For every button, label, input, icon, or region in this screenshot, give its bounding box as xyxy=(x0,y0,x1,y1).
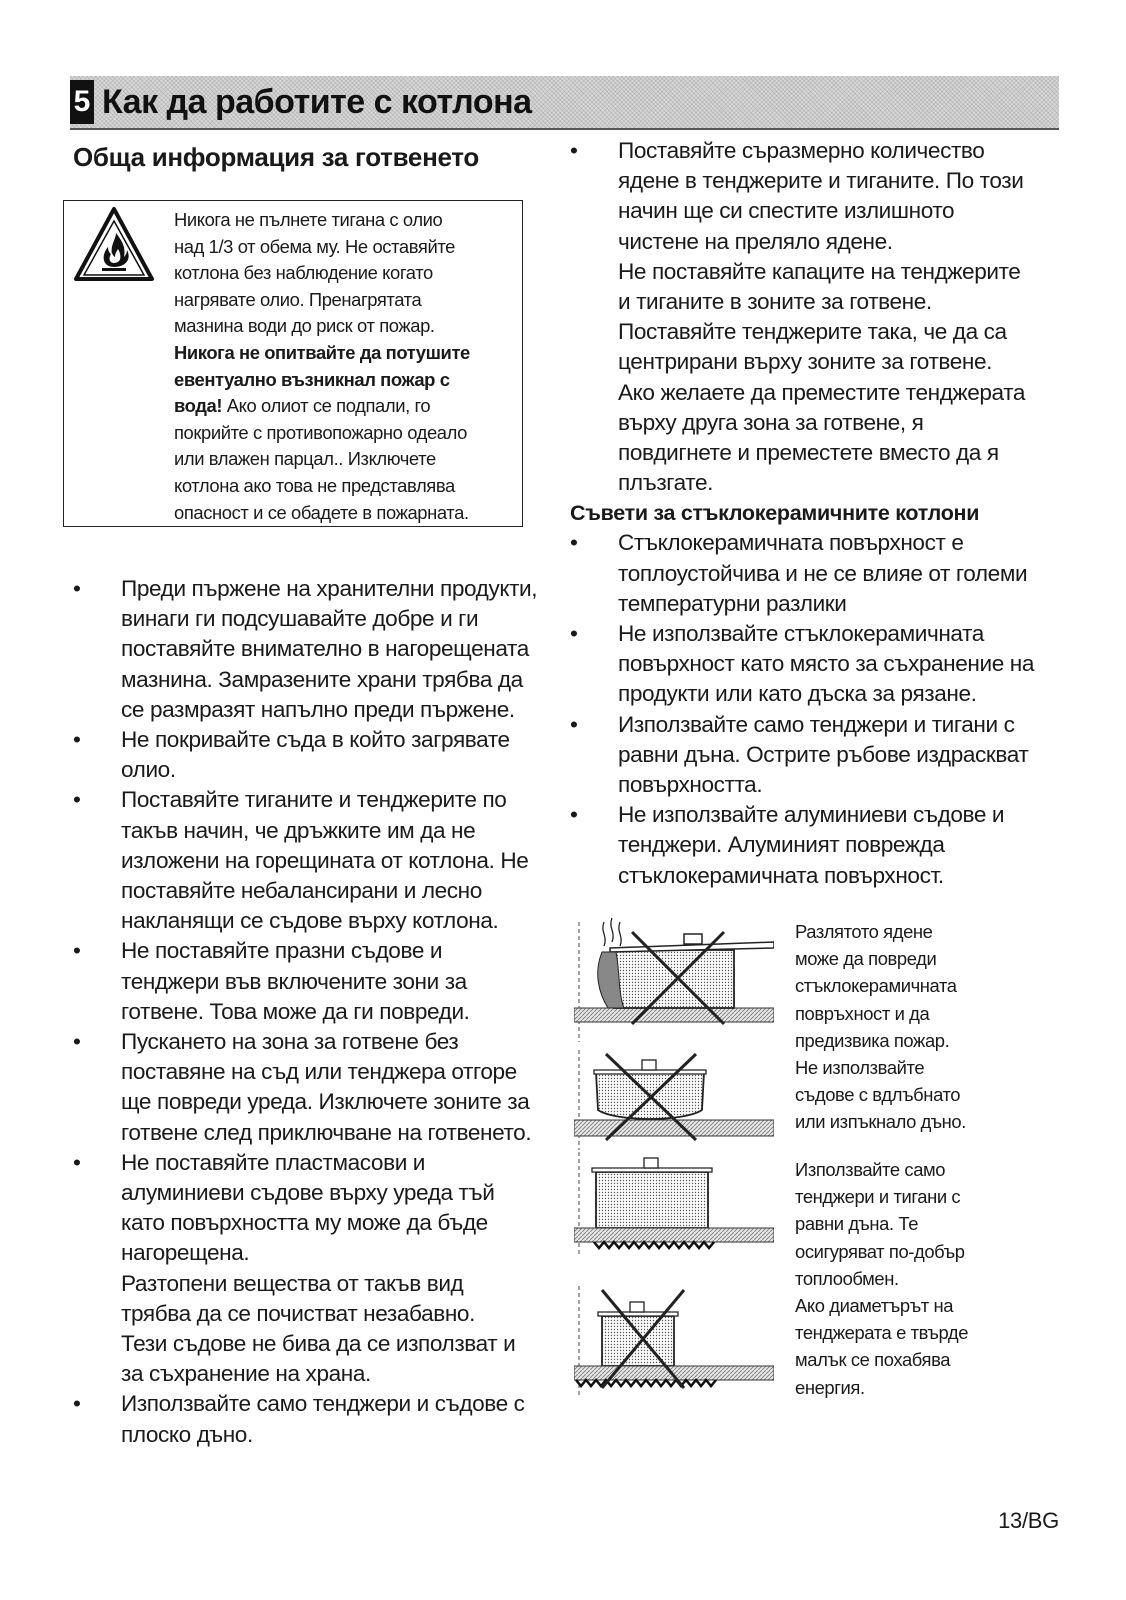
caption-line: малък се похабява xyxy=(795,1349,951,1371)
list-item-line: повърхност като място за съхранение на xyxy=(618,651,1035,677)
bullet-marker: • xyxy=(570,621,578,647)
warning-line-mixed xyxy=(174,393,519,420)
list-item-line: повдигнете и преместете вместо да я xyxy=(618,440,999,466)
list-item-line: алуминиеви съдове върху уреда тъй xyxy=(121,1180,495,1206)
caption-line: съдове с вдлъбнато xyxy=(795,1084,961,1106)
left-list-item xyxy=(73,936,543,1027)
bullet-marker: • xyxy=(73,1029,81,1055)
bullet-marker: • xyxy=(73,1391,81,1417)
caption-line: Разлятото ядене xyxy=(795,921,933,942)
list-item-line: Не използвайте алуминиеви съдове и xyxy=(618,802,1005,828)
list-item-line: трябва да се почистват незабавно. xyxy=(121,1300,475,1326)
right-bullet-list-bottom xyxy=(570,528,1060,890)
section-title: Обща информация за готвенето xyxy=(73,142,479,172)
list-item-line: ще повреди уреда. Изключете зоните за xyxy=(121,1089,530,1115)
list-item-line: такъв начин, че дръжките им да не xyxy=(121,817,476,843)
bullet-marker: • xyxy=(73,576,81,601)
left-list-item xyxy=(73,785,543,936)
list-item-line: повърхността. xyxy=(618,772,763,798)
list-item-line: Преди пържене на хранителни продукти, xyxy=(121,576,538,601)
list-item-line: топлоустойчива и не се влияе от големи xyxy=(618,560,1028,586)
caption-line: може да повреди xyxy=(795,948,937,970)
caption-line: енергия. xyxy=(795,1376,865,1398)
right-bullet-list-top xyxy=(570,136,1060,498)
flat-bottom-pot-illustration xyxy=(574,1152,774,1256)
warning-bold-word: вода! xyxy=(174,395,223,417)
list-item-line: центрирани върху зоните за готвене. xyxy=(618,349,993,375)
curved-bottom-pot-illustration xyxy=(574,1050,774,1150)
warning-line: или влажен парцал.. Изключете xyxy=(174,448,436,470)
caption-line: или изпъкнало дъно. xyxy=(795,1111,966,1133)
warning-line: нагрявате олио. Пренагрятата xyxy=(174,288,422,310)
bullet-marker: • xyxy=(570,711,578,737)
list-item-line: Пускането на зона за готвене без xyxy=(121,1029,459,1055)
right-list-item xyxy=(570,800,1060,891)
chapter-header xyxy=(70,76,1059,130)
list-item-line: накланящи се съдове върху котлона. xyxy=(121,908,499,934)
list-item-line: за съхранение на храна. xyxy=(121,1361,371,1387)
caption-spilled-food xyxy=(795,918,1015,1136)
list-item-line: поставяйте небалансирани и лесно xyxy=(121,878,482,904)
left-list-item xyxy=(73,574,543,725)
caption-line: Използвайте само xyxy=(795,1159,946,1180)
list-item-line: продукти или като дъска за рязане. xyxy=(618,681,977,707)
list-item-line: начин ще си спестите излишното xyxy=(618,198,955,224)
list-item-line: Ако желаете да преместите тенджерата xyxy=(618,379,1026,405)
list-item-line: Използвайте само тенджери и съдове с xyxy=(121,1391,525,1417)
bullet-marker: • xyxy=(73,1149,81,1175)
list-item-line: Разтопени вещества от такъв вид xyxy=(121,1270,464,1296)
caption-line: топлообмен. xyxy=(795,1267,899,1289)
list-item-line: се размразят напълно преди пържене. xyxy=(121,696,515,722)
warning-line: над 1/3 от обема му. Не оставяйте xyxy=(174,235,455,257)
left-bullet-list xyxy=(73,574,543,1450)
list-item-line: ядене в тенджерите и тиганите. По този xyxy=(618,168,1024,194)
bullet-marker: • xyxy=(570,802,578,828)
right-column xyxy=(570,136,1060,891)
right-list-item xyxy=(570,619,1060,710)
list-item-line: тенджери. Алуминият поврежда xyxy=(618,832,945,858)
list-item-line: Поставяйте тенджерите така, че да са xyxy=(618,319,1007,345)
caption-line: тенджерата е твърде xyxy=(795,1322,969,1344)
caption-line: Не използвайте xyxy=(795,1057,925,1079)
list-item-line: поставяйте внимателно в нагорещената xyxy=(121,636,529,662)
caption-line: тенджери и тигани с xyxy=(795,1186,961,1208)
list-item-line: Тези съдове не бива да се използват и xyxy=(121,1331,516,1357)
list-item-line: Не поставяйте празни съдове и xyxy=(121,938,443,964)
list-item-line: нагорещена. xyxy=(121,1240,250,1266)
list-item-line: Не покривайте съда в който загрявате xyxy=(121,727,510,753)
warning-line: Никога не пълнете тигана с олио xyxy=(174,209,443,230)
glass-ceramic-heading: Съвети за стъклокерамичните котлони xyxy=(570,501,980,526)
right-list-item xyxy=(570,136,1060,498)
warning-line: котлона ако това не представлява xyxy=(174,474,455,496)
caption-line: стъклокерамичната xyxy=(795,975,957,997)
list-item-line: температурни разлики xyxy=(618,590,847,616)
warning-line: опасност и се обадете в пожарната. xyxy=(174,501,469,523)
bullet-marker: • xyxy=(73,787,81,813)
left-list-item xyxy=(73,1027,543,1148)
caption-line: предизвика пожар. xyxy=(795,1029,950,1051)
warning-text xyxy=(174,207,519,526)
caption-flat-bottom xyxy=(795,1156,1015,1401)
list-item-line: Използвайте само тенджери и тигани с xyxy=(618,711,1015,737)
caption-line: Ако диаметърът на xyxy=(795,1295,954,1317)
list-item-line: равни дъна. Острите ръбове издраскват xyxy=(618,741,1029,767)
list-item-line: изложени на горещината от котлона. Не xyxy=(121,847,529,873)
list-item-line: Стъклокерамичната повърхност е xyxy=(618,530,964,556)
bullet-marker: • xyxy=(570,138,578,163)
warning-line-bold: Никога не опитвайте да потушите xyxy=(174,341,470,363)
small-pot-illustration xyxy=(574,1286,774,1396)
bullet-marker: • xyxy=(570,530,578,556)
list-item-line: поставяне на съд или тенджера отгоре xyxy=(121,1059,517,1085)
left-list-item xyxy=(73,1389,543,1449)
left-list-item xyxy=(73,1148,543,1390)
warning-line-bold: евентуално възникнал пожар с xyxy=(174,368,450,390)
chapter-number: 5 xyxy=(70,80,94,124)
list-item-line: Поставяйте тиганите и тенджерите по xyxy=(121,787,507,813)
bullet-marker: • xyxy=(73,727,81,753)
list-item-line: и тиганите в зоните за готвене. xyxy=(618,289,932,315)
caption-line: повръхност и да xyxy=(795,1002,930,1024)
warning-line: котлона без наблюдение когато xyxy=(174,262,433,284)
list-item-line: като повърхността му може да бъде xyxy=(121,1210,488,1236)
list-item-line: готвене. Това може да ги повреди. xyxy=(121,998,470,1024)
right-list-item xyxy=(570,710,1060,801)
list-item-line: стъклокерамичната повърхност. xyxy=(618,862,944,888)
caption-line: осигуряват по-добър xyxy=(795,1240,965,1262)
flammable-warning-icon xyxy=(72,205,156,283)
list-item-line: плъзгате. xyxy=(618,470,714,496)
list-item-line: винаги ги подсушавайте добре и ги xyxy=(121,606,479,632)
left-list-item xyxy=(73,725,543,785)
list-item-line: Не използвайте стъклокерамичната xyxy=(618,621,984,647)
page-number: 13/BG xyxy=(998,1508,1059,1533)
list-item-line: тенджери във включените зони за xyxy=(121,968,467,994)
bullet-marker: • xyxy=(73,938,81,964)
spilled-food-pot-illustration xyxy=(574,912,774,1042)
list-item-line: Не поставяйте капаците на тенджерите xyxy=(618,258,1021,284)
list-item-line: Поставяйте съразмерно количество xyxy=(618,138,985,163)
list-item-line: чистене на преляло ядене. xyxy=(618,228,893,254)
list-item-line: върху друга зона за готвене, я xyxy=(618,409,924,435)
right-list-item xyxy=(570,528,1060,619)
chapter-title: Как да работите с котлона xyxy=(102,83,532,121)
list-item-line: готвене след приключване на готвенето. xyxy=(121,1119,532,1145)
warning-line: покрийте с противопожарно одеало xyxy=(174,421,467,443)
list-item-line: Не поставяйте пластмасови и xyxy=(121,1149,426,1175)
list-item-line: олио. xyxy=(121,757,176,783)
warning-normal-text: Ако олиот се подпали, го xyxy=(222,395,431,417)
caption-line: равни дъна. Те xyxy=(795,1213,919,1235)
fire-warning-box xyxy=(63,200,523,527)
list-item-line: мазнина. Замразените храни трябва да xyxy=(121,666,523,692)
list-item-line: плоско дъно. xyxy=(121,1421,253,1447)
warning-line: мазнина води до риск от пожар. xyxy=(174,315,435,337)
